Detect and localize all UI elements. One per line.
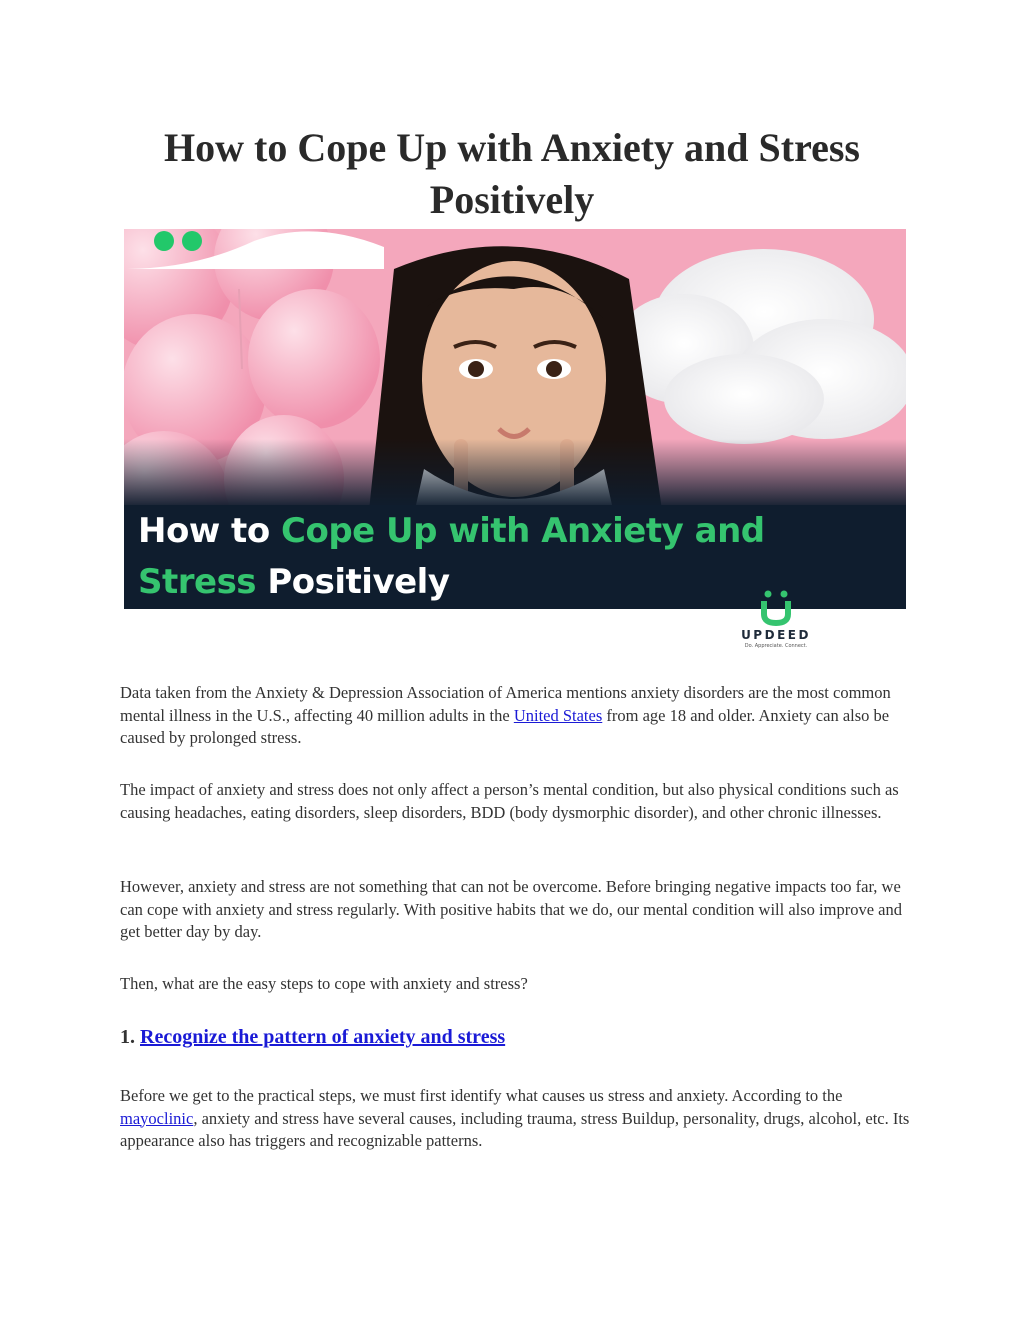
hero-caption-plain: Positively [256, 562, 450, 602]
u-umlaut-logo-icon [756, 590, 796, 626]
mayoclinic-link[interactable]: mayoclinic [120, 1108, 194, 1128]
updeed-logo [726, 590, 826, 649]
hero-caption-highlight: Cope Up with Anxiety and [281, 511, 765, 551]
section-number: 1. [120, 1026, 135, 1048]
paragraph-text: Before we get to the practical steps, we must first identify what causes us stress and anxiety. According to the [120, 1086, 843, 1105]
hero-caption-highlight: Stress [138, 562, 257, 602]
paragraph-1 [120, 682, 910, 750]
paragraph-text: , anxiety and stress have several causes, including trauma, stress Buildup, personality, drugs, alcohol, etc. Its appearance also has triggers and recognizable patterns. [120, 1108, 910, 1150]
paragraph-text: from age 18 and older. Anxiety can also be caused by prolonged stress. [120, 705, 890, 747]
hero-caption-plain: How to [138, 511, 282, 551]
page-title: How to Cope Up with Anxiety and Stress Positively [164, 125, 860, 222]
paragraph-2: The impact of anxiety and stress does not only affect a person’s mental condition, but also physical conditions such as causing headaches, eating disorders, sleep disorders, BDD (body dysmorphic disorder), and other chronic illnesses. [120, 780, 899, 822]
paragraph-5 [120, 1085, 910, 1153]
paragraph-text: Data taken from the Anxiety & Depression Association of America mentions anxiety disorders are the most common mental illness in the U.S., affecting 40 million adults in the [120, 683, 891, 725]
white-wave-shape [124, 229, 384, 269]
brand-name: UPDEED [741, 628, 811, 642]
brand-tagline: Do. Appreciate. Connect. [744, 643, 808, 649]
hero-caption-line-1 [138, 511, 765, 551]
hero-caption-line-2 [138, 562, 450, 602]
recognize-pattern-link[interactable]: Recognize the pattern of anxiety and stress [140, 1026, 506, 1048]
united-states-link[interactable]: United States [513, 705, 603, 725]
section-heading-1 [120, 1026, 505, 1049]
hero-banner-image [124, 229, 906, 609]
paragraph-3: However, anxiety and stress are not something that can not be overcome. Before bringing negative impacts too far, we can cope with anxiety and stress regularly. With positive habits that we do, our mental condition will also improve and get better day by day. [120, 877, 902, 941]
paragraph-4: Then, what are the easy steps to cope with anxiety and stress? [120, 974, 528, 993]
